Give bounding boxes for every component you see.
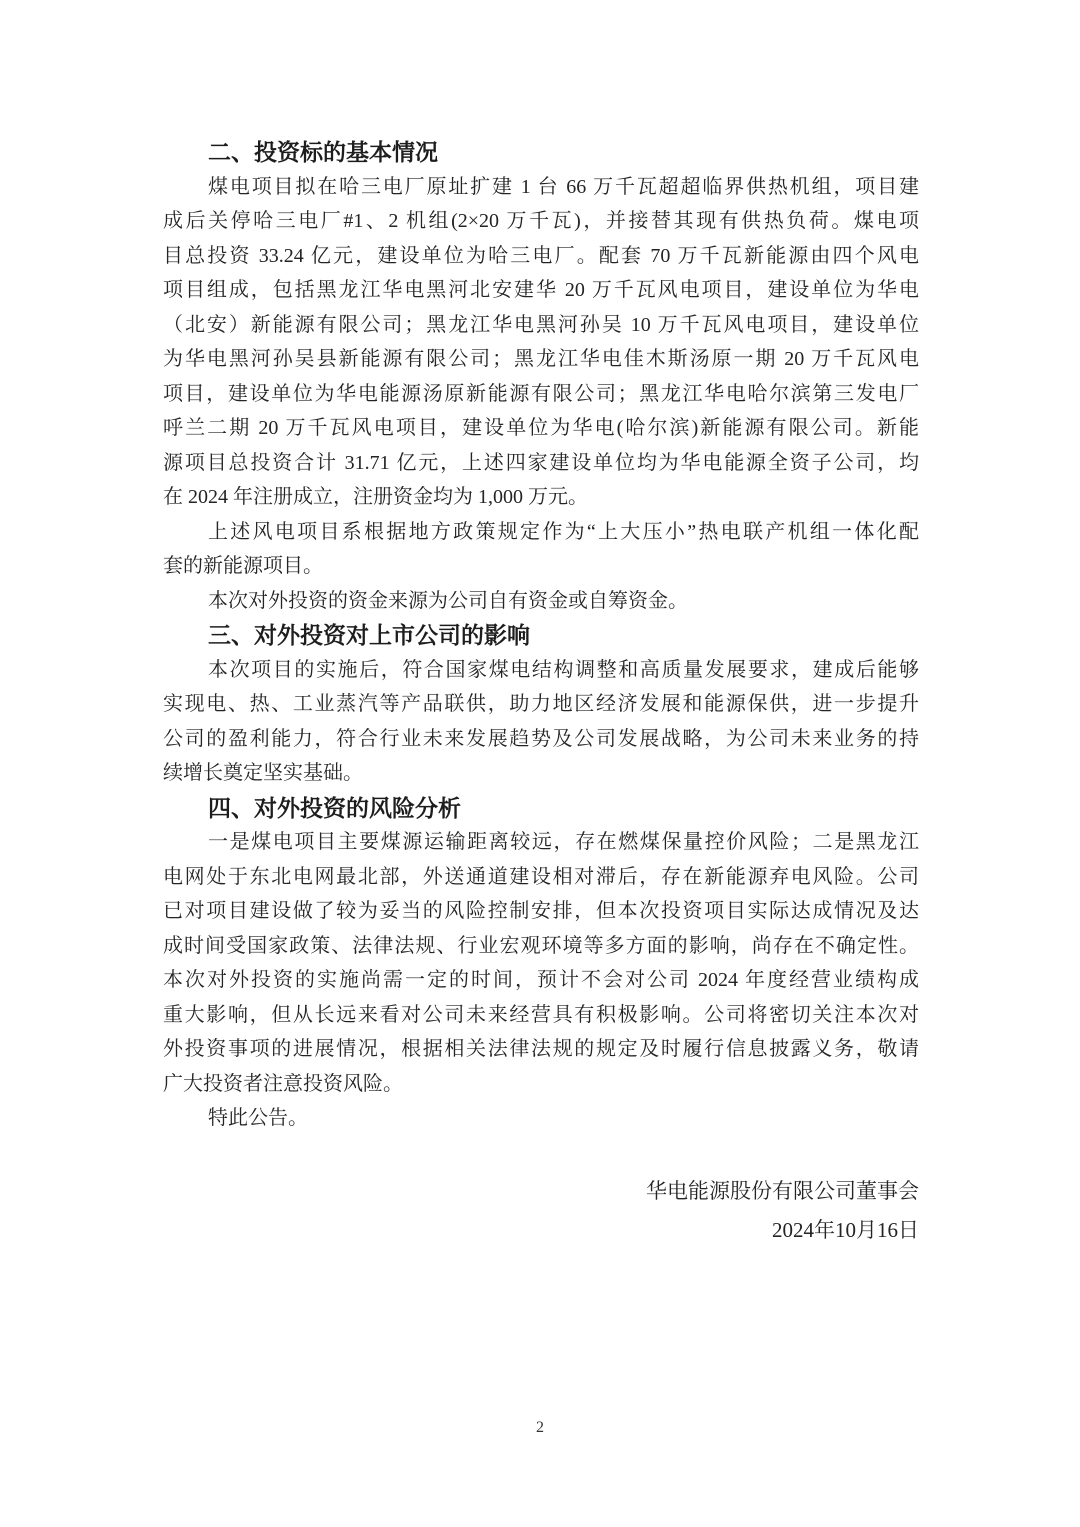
- text-line: 项目，建设单位为华电能源汤原新能源有限公司；黑龙江华电哈尔滨第三发电厂: [163, 382, 919, 405]
- text-line: 特此公告。: [208, 1107, 308, 1129]
- document-body: [163, 135, 919, 1250]
- text-line: 广大投资者注意投资风险。: [163, 1072, 403, 1095]
- text-line: 本次对外投资的实施尚需一定的时间，预计不会对公司 2024 年度经营业绩构成: [163, 969, 919, 991]
- signature-date: 2024年10月16日: [772, 1217, 919, 1242]
- text-line: 呼兰二期 20 万千瓦风电项目，建设单位为华电(哈尔滨)新能源有限公司。新能: [163, 417, 919, 439]
- text-line: 煤电项目拟在哈三电厂原址扩建 1 台 66 万千瓦超超临界供热机组，项目建: [208, 175, 919, 198]
- text-line: 成时间受国家政策、法律法规、行业宏观环境等多方面的影响，尚存在不确定性。: [163, 934, 919, 957]
- text-line: 目总投资 33.24 亿元，建设单位为哈三电厂。配套 70 万千瓦新能源由四个风电: [163, 244, 919, 267]
- text-line: 上述风电项目系根据地方政策规定作为“上大压小”热电联产机组一体化配: [208, 520, 919, 543]
- text-line: 已对项目建设做了较为妥当的风险控制安排，但本次投资项目实际达成情况及达: [163, 900, 919, 922]
- signature-block: [163, 1172, 919, 1250]
- text-line: 外投资事项的进展情况，根据相关法律法规的规定及时履行信息披露义务，敬请: [163, 1038, 919, 1060]
- text-line: 一是煤电项目主要煤源运输距离较远，存在燃煤保量控价风险；二是黑龙江: [208, 831, 919, 853]
- text-line: 为华电黑河孙吴县新能源有限公司；黑龙江华电佳木斯汤原一期 20 万千瓦风电: [163, 348, 919, 370]
- text-line: 公司的盈利能力，符合行业未来发展趋势及公司发展战略，为公司未来业务的持: [163, 727, 919, 750]
- text-line: 电网处于东北电网最北部，外送通道建设相对滞后，存在新能源弃电风险。公司: [163, 865, 919, 888]
- text-line: 重大影响，但从长远来看对公司未来经营具有积极影响。公司将密切关注本次对: [163, 1003, 919, 1026]
- text-line: 套的新能源项目。: [163, 555, 323, 577]
- text-line: 成后关停哈三电厂#1、2 机组(2×20 万千瓦)，并接替其现有供热负荷。煤电项: [163, 210, 919, 232]
- text-line: 本次对外投资的资金来源为公司自有资金或自筹资金。: [208, 589, 688, 612]
- text-line: 项目组成，包括黑龙江华电黑河北安建华 20 万千瓦风电项目，建设单位为华电: [163, 279, 919, 301]
- text-line: 源项目总投资合计 31.71 亿元，上述四家建设单位均为华电能源全资子公司，均: [163, 451, 919, 474]
- text-line: 在 2024 年注册成立，注册资金均为 1,000 万元。: [163, 486, 588, 508]
- text-line: （北安）新能源有限公司；黑龙江华电黑河孙吴 10 万千瓦风电项目，建设单位: [163, 313, 919, 336]
- text-line: 实现电、热、工业蒸汽等产品联供，助力地区经济发展和能源保供，进一步提升: [163, 693, 919, 715]
- signature-company: 华电能源股份有限公司董事会: [646, 1178, 919, 1203]
- text-line: 续增长奠定坚实基础。: [163, 762, 363, 784]
- section-heading: 三、对外投资对上市公司的影响: [208, 622, 530, 648]
- page-footer: [0, 1416, 1080, 1440]
- section-heading: 二、投资标的基本情况: [208, 139, 438, 165]
- text-line: 本次项目的实施后，符合国家煤电结构调整和高质量发展要求，建成后能够: [208, 658, 919, 681]
- page-number: 2: [536, 1419, 544, 1436]
- section-heading: 四、对外投资的风险分析: [208, 794, 461, 821]
